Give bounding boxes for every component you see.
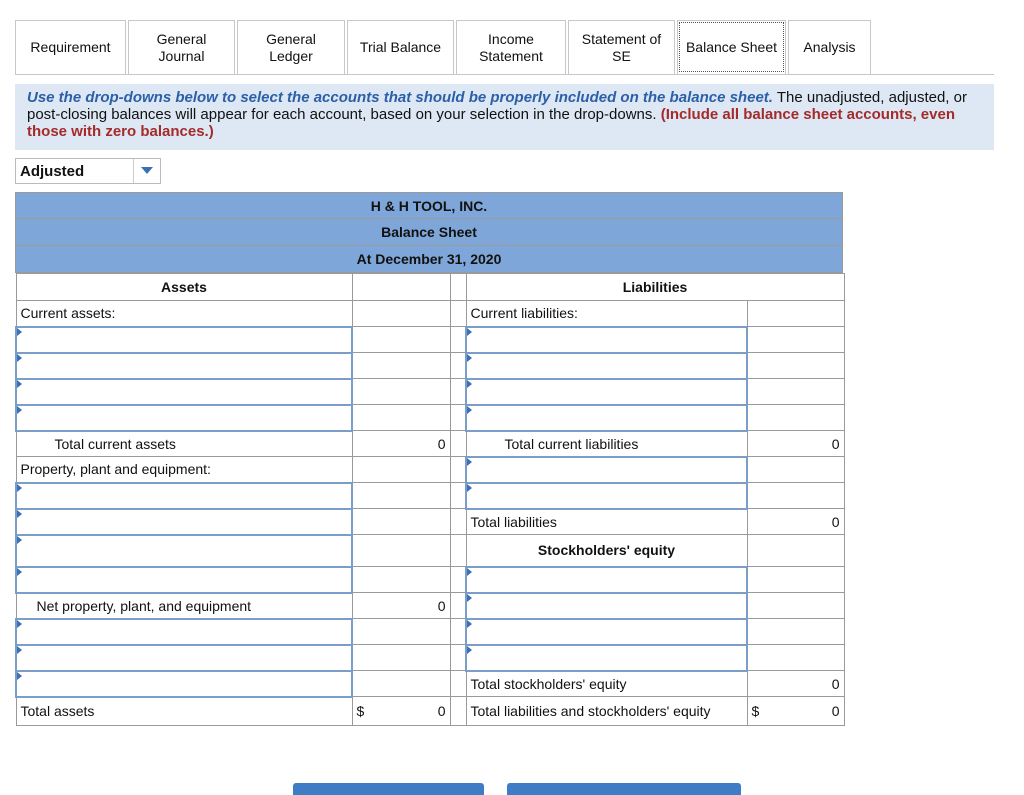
balance-sheet — [15, 192, 843, 726]
total-liabilities-value: 0 — [747, 509, 844, 535]
current-asset-account-select[interactable] — [16, 353, 352, 379]
ppe-amount — [352, 567, 450, 593]
asset-account-select[interactable] — [16, 645, 352, 671]
tab-general-ledger[interactable] — [237, 20, 345, 74]
gap-cell — [450, 509, 466, 535]
current-liability-account-select[interactable] — [466, 353, 747, 379]
liability-account-select[interactable] — [466, 483, 747, 509]
equity-account-select[interactable] — [466, 619, 747, 645]
total-assets-value: 0 — [437, 703, 446, 719]
total-assets-label: Total assets — [16, 697, 352, 726]
total-liabilities-label: Total liabilities — [466, 509, 747, 535]
tab-bar — [15, 20, 873, 74]
current-asset-account-select[interactable] — [16, 379, 352, 405]
total-se-value: 0 — [747, 671, 844, 697]
equity-amount — [747, 645, 844, 671]
balance-sheet-table — [15, 273, 845, 726]
gap-cell — [450, 301, 466, 327]
current-liability-amount — [747, 405, 844, 431]
liability-account-select[interactable] — [466, 457, 747, 483]
blank-cell — [747, 301, 844, 327]
instructions — [15, 84, 994, 150]
statement-title: Balance Sheet — [15, 219, 843, 246]
assets-header: Assets — [16, 274, 352, 301]
gap-cell — [450, 645, 466, 671]
tab-general-journal-label: General Journal — [156, 30, 207, 64]
tab-general-ledger-label: General Ledger — [266, 30, 316, 64]
balance-type-select[interactable] — [15, 158, 161, 184]
gap-cell — [450, 483, 466, 509]
current-assets-label: Current assets: — [16, 301, 352, 327]
se-header: Stockholders' equity — [466, 535, 747, 567]
tab-trial-balance[interactable]: Trial Balance — [347, 20, 454, 74]
chevron-down-icon — [134, 167, 160, 175]
tab-general-journal[interactable] — [128, 20, 235, 74]
current-asset-amount — [352, 379, 450, 405]
balance-type-value: Adjusted — [16, 159, 134, 183]
blank-cell — [352, 301, 450, 327]
asset-amount — [352, 619, 450, 645]
current-liabilities-label: Current liabilities: — [466, 301, 747, 327]
gap-cell — [450, 379, 466, 405]
liabilities-header: Liabilities — [466, 274, 844, 301]
asset-amount — [352, 671, 450, 697]
gap-cell — [450, 619, 466, 645]
total-current-liabilities-value: 0 — [747, 431, 844, 457]
current-asset-amount — [352, 405, 450, 431]
equity-account-select[interactable] — [466, 593, 747, 619]
gap-cell — [450, 697, 466, 726]
current-liability-amount — [747, 353, 844, 379]
equity-amount — [747, 619, 844, 645]
total-current-liabilities-label: Total current liabilities — [466, 431, 747, 457]
current-liability-amount — [747, 379, 844, 405]
current-asset-account-select[interactable] — [16, 327, 352, 353]
asset-account-select[interactable] — [16, 671, 352, 697]
ppe-account-select[interactable] — [16, 509, 352, 535]
blank-cell — [747, 535, 844, 567]
current-asset-account-select[interactable] — [16, 405, 352, 431]
liability-amount — [747, 457, 844, 483]
prev-button[interactable] — [293, 783, 484, 795]
current-liability-amount — [747, 327, 844, 353]
tab-divider — [15, 74, 994, 75]
instructions-note: (Include all balance sheet accounts, even those with zero balances.) — [27, 106, 955, 140]
ppe-account-select[interactable] — [16, 483, 352, 509]
current-asset-amount — [352, 353, 450, 379]
asset-amount — [352, 645, 450, 671]
currency-symbol: $ — [751, 703, 760, 719]
ppe-account-select[interactable] — [16, 535, 352, 567]
gap-cell — [450, 353, 466, 379]
ppe-amount — [352, 509, 450, 535]
total-current-assets-label: Total current assets — [16, 431, 352, 457]
tab-income-statement-label: Income Statement — [479, 30, 543, 64]
total-se-label: Total stockholders' equity — [466, 671, 747, 697]
gap-cell — [450, 567, 466, 593]
current-liability-account-select[interactable] — [466, 327, 747, 353]
gap-cell — [450, 457, 466, 483]
asset-account-select[interactable] — [16, 619, 352, 645]
total-le-label: Total liabilities and stockholders' equity — [466, 697, 747, 726]
total-assets-cell — [352, 697, 450, 726]
gap-cell — [450, 593, 466, 619]
equity-amount — [747, 567, 844, 593]
gap-cell — [450, 405, 466, 431]
current-asset-amount — [352, 327, 450, 353]
equity-account-select[interactable] — [466, 645, 747, 671]
next-button[interactable] — [507, 783, 741, 795]
current-liability-account-select[interactable] — [466, 405, 747, 431]
tab-analysis[interactable]: Analysis — [788, 20, 871, 74]
liability-amount — [747, 483, 844, 509]
net-ppe-value: 0 — [352, 593, 450, 619]
gap-cell — [450, 431, 466, 457]
net-ppe-label: Net property, plant, and equipment — [16, 593, 352, 619]
currency-symbol: $ — [356, 703, 365, 719]
equity-account-select[interactable] — [466, 567, 747, 593]
total-le-value: 0 — [831, 703, 840, 719]
instructions-main: Use the drop-downs below to select the accounts that should be properly included on the balance sheet. — [27, 89, 773, 106]
gap-cell — [450, 535, 466, 567]
ppe-amount — [352, 535, 450, 567]
tab-statement-of-se-label: Statement of SE — [581, 30, 662, 64]
blank-cell — [352, 457, 450, 483]
current-liability-account-select[interactable] — [466, 379, 747, 405]
tab-requirement[interactable]: Requirement — [15, 20, 126, 74]
statement-date: At December 31, 2020 — [15, 246, 843, 273]
equity-amount — [747, 593, 844, 619]
ppe-account-select[interactable] — [16, 567, 352, 593]
company-name: H & H TOOL, INC. — [15, 192, 843, 219]
tab-balance-sheet[interactable]: Balance Sheet — [677, 20, 786, 74]
tab-statement-of-se[interactable] — [568, 20, 675, 74]
gap-cell — [450, 327, 466, 353]
ppe-amount — [352, 483, 450, 509]
ppe-label: Property, plant and equipment: — [16, 457, 352, 483]
total-current-assets-value: 0 — [352, 431, 450, 457]
instructions-detail: The unadjusted, adjusted, or post-closing balances will appear for each account, based on your selection in the drop-downs. — [27, 89, 967, 123]
gap-cell — [450, 671, 466, 697]
gap-cell — [450, 274, 466, 301]
tab-income-statement[interactable] — [456, 20, 566, 74]
total-le-cell — [747, 697, 844, 726]
blank-cell — [352, 274, 450, 301]
